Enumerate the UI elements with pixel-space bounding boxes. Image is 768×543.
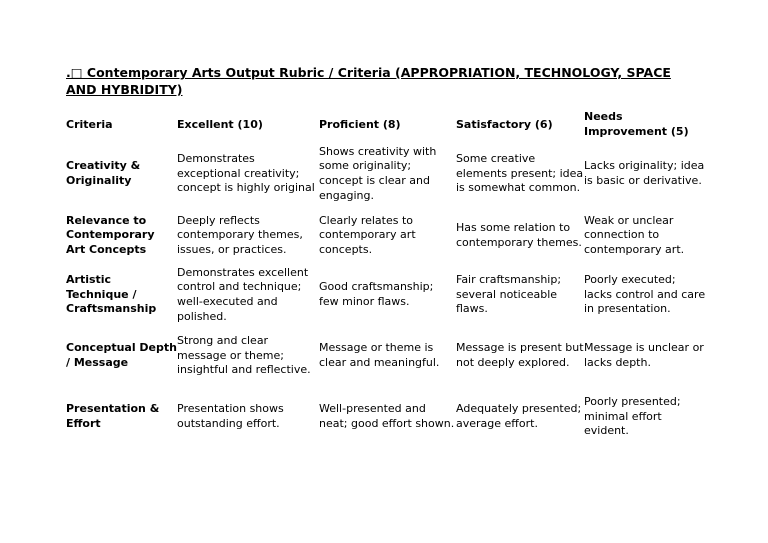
proficient-cell: Well-presented and neat; good effort shown. [319, 402, 455, 430]
header-criteria: Criteria [66, 117, 113, 131]
excellent-cell: Deeply reflects contemporary themes, issues, or practices. [177, 213, 303, 256]
table-row [66, 325, 706, 387]
proficient-cell: Good craftsmanship; few minor flaws. [319, 280, 434, 308]
satisfactory-cell: Has some relation to contemporary themes. [456, 220, 582, 249]
table-row [66, 142, 706, 206]
header-proficient: Proficient (8) [319, 117, 401, 131]
criteria-cell: Relevance to Contemporary Art Concepts [66, 213, 155, 256]
satisfactory-cell: Adequately presented; average effort. [456, 402, 582, 430]
criteria-cell: Creativity & Originality [66, 159, 141, 187]
needs-improvement-cell: Weak or unclear connection to contemporary art. [584, 213, 685, 256]
needs-improvement-cell: Poorly executed; lacks control and care in presentation. [584, 273, 706, 316]
needs-improvement-cell: Poorly presented; minimal effort evident. [584, 395, 681, 438]
excellent-cell: Demonstrates excellent control and technique; well-executed and polished. [177, 265, 309, 323]
document-page [66, 64, 706, 447]
header-needs-improvement: Needs Improvement (5) [584, 110, 689, 138]
excellent-cell: Presentation shows outstanding effort. [177, 402, 284, 430]
proficient-cell: Message or theme is clear and meaningful. [319, 341, 440, 369]
header-excellent: Excellent (10) [177, 117, 263, 131]
needs-improvement-cell: Message is unclear or lacks depth. [584, 341, 704, 369]
criteria-cell: Conceptual Depth / Message [66, 341, 177, 369]
header-satisfactory: Satisfactory (6) [456, 117, 553, 131]
proficient-cell: Shows creativity with some originality; concept is clear and engaging. [319, 144, 437, 202]
table-row [66, 265, 706, 325]
table-row [66, 387, 706, 447]
table-row [66, 206, 706, 265]
rubric-table [66, 108, 706, 447]
table-header-row [66, 108, 706, 142]
satisfactory-cell: Fair craftsmanship; several noticeable flaws. [456, 273, 562, 316]
criteria-cell: Artistic Technique / Craftsmanship [66, 273, 157, 316]
proficient-cell: Clearly relates to contemporary art concepts. [319, 213, 416, 256]
document-title: .□ Contemporary Arts Output Rubric / Criteria (APPROPRIATION, TECHNOLOGY, SPACE AND HYBRIDITY) [66, 65, 671, 97]
excellent-cell: Demonstrates exceptional creativity; concept is highly original [177, 152, 315, 195]
needs-improvement-cell: Lacks originality; idea is basic or derivative. [584, 159, 705, 187]
satisfactory-cell: Some creative elements present; idea is somewhat common. [456, 152, 584, 195]
satisfactory-cell: Message is present but not deeply explored. [456, 341, 584, 369]
criteria-cell: Presentation & Effort [66, 402, 160, 430]
excellent-cell: Strong and clear message or theme; insightful and reflective. [177, 334, 311, 377]
